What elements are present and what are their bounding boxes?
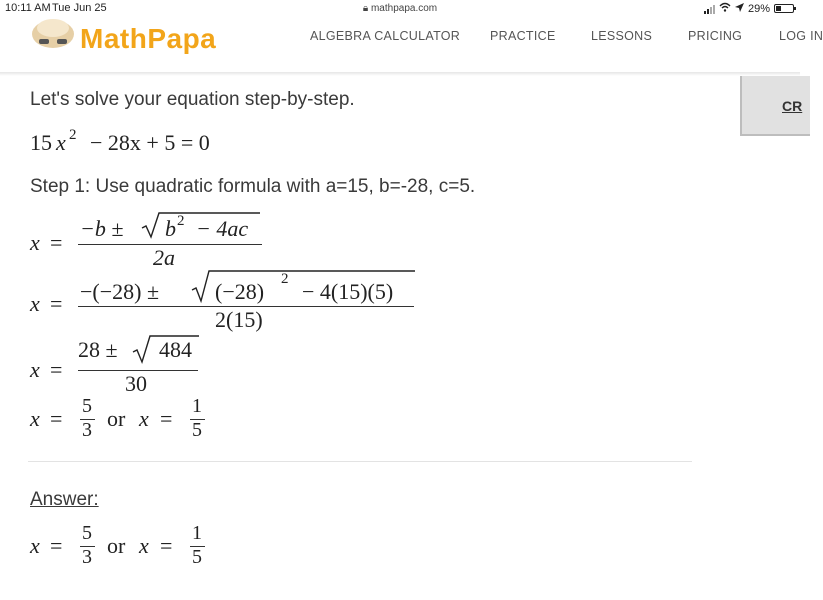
status-bar xyxy=(0,0,800,18)
address-bar[interactable] xyxy=(0,3,800,14)
status-time: 10:11 AM xyxy=(5,2,51,14)
equals-sign: = xyxy=(50,291,63,316)
answer1-denominator: 3 xyxy=(82,546,92,568)
site-header xyxy=(0,18,823,74)
nav-algebra-calculator[interactable]: ALGEBRA CALCULATOR xyxy=(310,29,461,43)
radicand-exponent: 2 xyxy=(177,213,185,229)
equals-sign: = xyxy=(50,357,63,382)
answer-eq2: = xyxy=(160,533,173,558)
root-eq2: = xyxy=(160,406,173,431)
formula-lhs: x xyxy=(30,230,40,255)
site-logo-text[interactable]: MathPapa xyxy=(80,23,217,54)
intro-text: Let's solve your equation step-by-step. xyxy=(30,89,355,110)
side-create-button[interactable] xyxy=(740,76,810,136)
root-x2: x xyxy=(139,406,149,431)
mathpapa-logo-icon[interactable] xyxy=(30,22,76,68)
equation-exponent: 2 xyxy=(69,127,77,143)
formula-lhs: x xyxy=(30,291,40,316)
status-date: Tue Jun 25 xyxy=(52,2,107,14)
denominator: 2(15) xyxy=(215,307,263,332)
radicand-rest: − 4(15)(5) xyxy=(302,279,394,304)
answer2-numerator: 1 xyxy=(192,522,202,544)
wifi-icon xyxy=(719,2,731,15)
answer-x2: x xyxy=(139,533,149,558)
radicand-part: (−28) xyxy=(215,279,265,304)
step1-text: Step 1: Use quadratic formula with a=15, b=-28, c=5. xyxy=(30,176,476,197)
section-divider xyxy=(28,461,692,462)
denominator: 2a xyxy=(153,245,175,270)
status-indicators xyxy=(704,2,794,15)
nav-lessons[interactable]: LESSONS xyxy=(591,29,653,43)
battery-icon xyxy=(774,4,794,13)
equation-coefficient: 15 xyxy=(30,130,52,155)
numerator-left: −(−28) ± xyxy=(80,279,160,304)
root2-numerator: 1 xyxy=(192,395,202,417)
nav-practice[interactable]: PRACTICE xyxy=(490,29,556,43)
answer-x1: x xyxy=(30,533,40,558)
radicand-exponent: 2 xyxy=(281,271,289,287)
root-x1: x xyxy=(30,406,40,431)
root-eq1: = xyxy=(50,406,63,431)
root2-denominator: 5 xyxy=(192,419,202,441)
battery-percent: 29% xyxy=(747,2,770,15)
root1-numerator: 5 xyxy=(82,395,92,417)
side-create-label: CR xyxy=(782,98,803,114)
cellular-signal-icon xyxy=(704,4,715,14)
location-arrow-icon xyxy=(735,3,744,15)
or-text: or xyxy=(107,406,126,431)
radicand: 484 xyxy=(159,337,192,362)
nav-login[interactable]: LOG IN xyxy=(779,29,823,43)
root1-denominator: 3 xyxy=(82,419,92,441)
numerator-left: −b ± xyxy=(80,216,124,241)
answer1-numerator: 5 xyxy=(82,522,92,544)
equals-sign: = xyxy=(50,230,63,255)
url-text: mathpapa.com xyxy=(370,3,438,14)
equation-variable: x xyxy=(56,130,66,155)
equation-rest: − 28x + 5 = 0 xyxy=(90,130,210,155)
radicand-rest: − 4ac xyxy=(196,216,249,241)
header-shadow xyxy=(0,72,800,76)
lock-icon: 🔒︎ xyxy=(362,3,369,14)
radicand-b: b xyxy=(165,216,176,241)
denominator: 30 xyxy=(125,371,147,396)
nav-pricing[interactable]: PRICING xyxy=(688,29,743,43)
answer2-denominator: 5 xyxy=(192,546,202,568)
formula-lhs: x xyxy=(30,357,40,382)
answer-label: Answer: xyxy=(30,489,99,510)
answer-or: or xyxy=(107,533,126,558)
numerator-left: 28 ± xyxy=(78,337,118,362)
answer-eq1: = xyxy=(50,533,63,558)
